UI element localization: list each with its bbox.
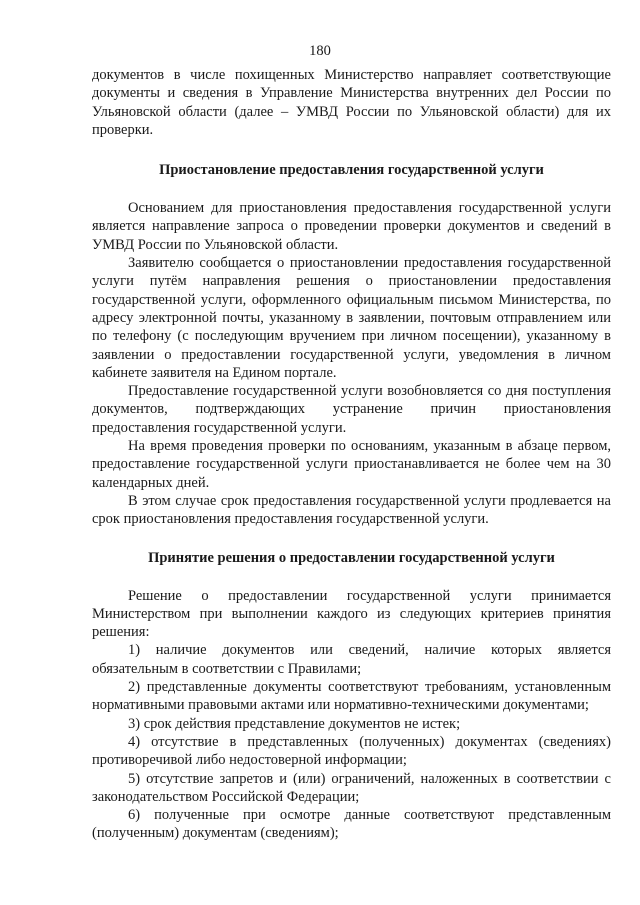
suspension-paragraph: Основанием для приостановления предоставления государственной услуги является направление запроса о проведении проверки документов и сведений в УМВД России по Ульяновской области. xyxy=(92,200,611,253)
decision-paragraph: Решение о предоставлении государственной услуги принимается Министерством при выполнении каждого из следующих критериев принятия решения: xyxy=(92,587,611,641)
page-number: 180 xyxy=(309,43,331,59)
suspension-paragraph: На время проведения проверки по основаниям, указанным в абзаце первом, предоставление государственной услуги приостанавливается не более чем на 30 календарных дней. xyxy=(92,438,611,491)
criterion-item: 6) полученные при осмотре данные соответствуют представленным (полученным) документам (сведениям); xyxy=(92,807,611,842)
suspension-paragraph: Заявителю сообщается о приостановлении предоставления государственной услуги путём направления решения о приостановлении предоставления государственной услуги, оформленного официальным письмом Министерства, по адресу электронной почты, указанному в заявлении, почтовым отправлением или по телефону (с последующим вручением при личном посещении), указанному в заявлении о предоставлении государственной услуги, уведомления в личном кабинете заявителя на Едином портале. xyxy=(92,255,611,381)
criterion-item: 3) срок действия представление документов не истек; xyxy=(128,715,461,732)
document-body xyxy=(92,66,611,843)
criterion-item: 5) отсутствие запретов и (или) ограничений, наложенных в соответствии с законодательством Российской Федерации; xyxy=(92,770,611,805)
section-heading-suspension: Приостановление предоставления государственной услуги xyxy=(159,162,544,179)
criterion-item: 4) отсутствие в представленных (полученных) документах (сведениях) противоречивой либо недостоверной информации; xyxy=(92,733,611,769)
suspension-paragraph: В этом случае срок предоставления государственной услуги продлевается на срок приостановления предоставления государственной услуги. xyxy=(92,492,611,528)
criterion-item: 1) наличие документов или сведений, наличие которых является обязательным в соответствии с Правилами; xyxy=(92,642,611,677)
suspension-paragraph: Предоставление государственной услуги возобновляется со дня поступления документов, подтверждающих устранение причин приостановления предоставления государственной услуги. xyxy=(92,383,611,436)
criterion-item: 2) представленные документы соответствуют требованиям, установленным нормативными правовыми актами или нормативно-техническими документами; xyxy=(92,679,611,714)
section-heading-decision: Принятие решения о предоставлении государственной услуги xyxy=(148,549,555,566)
intro-paragraph: документов в числе похищенных Министерство направляет соответствующие документы и сведения в Управление Министерства внутренних дел России по Ульяновской области (далее – УМВД России по Ульяновской области) для их проверки. xyxy=(92,67,611,138)
